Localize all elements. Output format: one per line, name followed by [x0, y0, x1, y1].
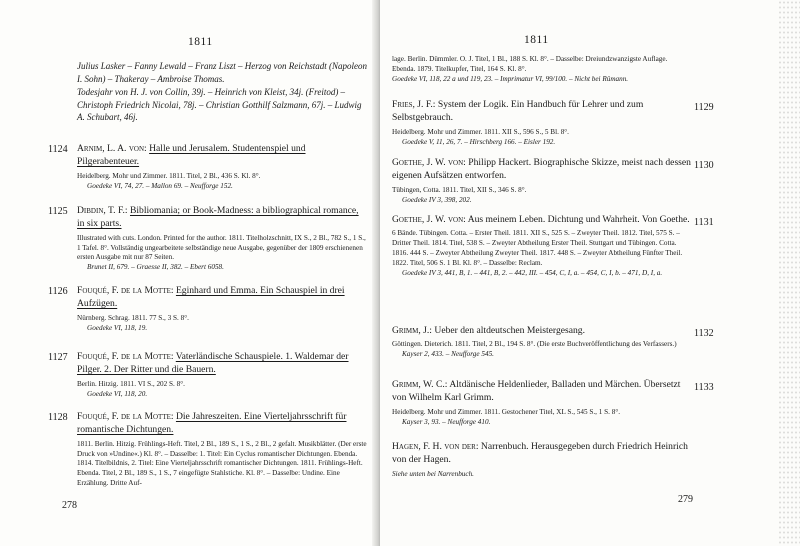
entry-1125 [77, 204, 367, 273]
entry-heading [77, 350, 367, 377]
entry-1132 [392, 324, 692, 360]
scan-edge-noise [778, 0, 800, 546]
entry-reference: Siehe unten bei Narrenbuch. [392, 469, 474, 478]
entry-author: Grimm, J.: [392, 325, 432, 336]
entry-number: 1131 [694, 217, 714, 228]
entry-title: Narrenbuch. Herausgegeben durch Friedrich Heinrich von der Hagen. [392, 441, 688, 466]
right-page-number: 279 [678, 494, 693, 505]
left-page-number: 278 [62, 500, 77, 511]
entry-imprint: Berlin. Hitzig. 1811. VI S., 202 S. 8°. [77, 379, 185, 388]
entry-number: 1132 [694, 328, 714, 339]
entry-1131 [392, 213, 692, 278]
entry-reference: Kayser 3, 93. – Neufforge 410. [402, 417, 491, 426]
right-page [380, 0, 800, 546]
entry-title: Bibliomania; or Book-Madness: a bibliographical romance, in six parts. [77, 205, 359, 230]
entry-reference: Goedeke V, 11, 26, 7. – Hirschberg 166. – Eisler 192. [402, 137, 556, 146]
entry-title: Ueber den altdeutschen Meistergesang. [434, 325, 585, 336]
entry-number: 1126 [48, 286, 68, 297]
entry-heading [392, 378, 692, 405]
entry-number: 1130 [694, 160, 714, 171]
entry-reference: Goedeke VI, 74, 27. – Mallon 69. – Neufforge 152. [87, 181, 233, 190]
continuation-births: Julius Lasker – Fanny Lewald – Franz Liszt – Herzog von Reichstadt (Napoleon I. Sohn) – Thakeray – Ambroise Thomas. [77, 61, 367, 84]
entry-number: 1124 [48, 144, 68, 155]
entry-imprint: Nürnberg. Schrag. 1811. 77 S., 3 S. 8°. [77, 313, 189, 322]
left-page [0, 0, 380, 546]
entry-1133 [392, 378, 692, 427]
entry-author: Dibdin, T. F.: [77, 205, 128, 216]
entry-author: Fouqué, F. de la Motte: [77, 351, 174, 362]
entry-heading [77, 204, 367, 231]
entry-author: Grimm, W. C.: [392, 379, 448, 390]
entry-author: Fouqué, F. de la Motte: [77, 411, 174, 422]
entry-title: Aus meinem Leben. Dichtung und Wahrheit. Von Goethe. [467, 214, 690, 225]
entry-heading [77, 284, 367, 311]
entry-author: Arnim, L. A. von: [77, 143, 147, 154]
right-running-head: 1811 [524, 34, 549, 46]
left-running-head: 1811 [188, 36, 213, 48]
entry-title: Eginhard und Emma. Ein Schauspiel in drei Aufzügen. [77, 285, 345, 310]
left-continuation [77, 60, 367, 124]
entry-heading [392, 156, 692, 183]
entry-number: 1133 [694, 382, 714, 393]
entry-heading [392, 440, 692, 467]
entry-heading [392, 98, 692, 125]
entry-author: Fries, J. F.: [392, 99, 436, 110]
entry-title: Vaterländische Schauspiele. 1. Waldemar der Pilger. 2. Der Ritter und die Bauern. [77, 351, 349, 376]
entry-imprint: 1811. Berlin. Hitzig. Frühlings-Heft. Titel, 2 Bl., 189 S., 1 S., 2 Bl., 2 gefalt. Musikblätter. (Der erste Druck von »Undine«.) Kl. 8°. – Dasselbe: 1. Titel: Ein Cyclus romantischer Dichtungen. Ebenda. 1814. Titelbildnis, 2. Titel: Eine Vierteljahrsschrift romantischer Dichtungen. 1811. Frühlings-Heft. Ebenda. Titel, 2 Bl., 189 S., 1 S., 7 eingefügte Stahlstiche. Kl. 8°. – Dasselbe: Undine. Eine Erzählung. Dritte Auf- [77, 439, 367, 487]
continuation-reference: Goedeke VI, 118, 22 a und 119, 23. – Imprimatur VI, 99/100. – Nicht bei Rümann. [392, 74, 629, 83]
entry-author: Goethe, J. W. von: [392, 157, 466, 168]
entry-heading [77, 142, 367, 169]
right-continuation [392, 55, 692, 84]
entry-1124 [77, 142, 367, 191]
entry-imprint: Illustrated with cuts. London. Printed for the author. 1811. Titelholzschnitt, IX S., 2 Bl., 782 S., 1 S., 1 Tafel. 8°. Vollständig ungearbeitete selbständige neue Ausgabe, gegenüber der 1809 erschienenen ersten Ausgabe mit nur 87 Seiten. [77, 233, 366, 262]
entry-reference: Goedeke VI, 118, 20. [87, 389, 148, 398]
continuation-deaths: Todesjahr von H. J. von Collin, 39j. – Heinrich von Kleist, 34j. (Freitod) – Christoph Friedrich Nicolai, 78j. – Christian Gotthilf Salzmann, 67j. – Ludwig A. Schubart, 46j. [77, 87, 362, 123]
entry-number: 1128 [48, 412, 68, 423]
entry-1129 [392, 98, 692, 147]
entry-1130 [392, 156, 692, 205]
entry-imprint: Heidelberg. Mohr und Zimmer. 1811. Gestochener Titel, XL S., 545 S., 1 S. 8°. [392, 407, 621, 416]
entry-1128 [77, 410, 367, 489]
entry-imprint: Heidelberg. Mohr und Zimmer. 1811. XII S., 596 S., 5 Bl. 8°. [392, 127, 569, 136]
entry-number: 1125 [48, 206, 68, 217]
entry-reference: Goedeke IV 3, 398, 202. [402, 195, 472, 204]
entry-number: 1127 [48, 352, 68, 363]
entry-title: Altdänische Heldenlieder, Balladen und Märchen. Übersetzt von Wilhelm Karl Grimm. [392, 379, 681, 404]
entry-1127 [77, 350, 367, 399]
entry-title: System der Logik. Ein Handbuch für Lehrer und zum Selbstgebrauch. [392, 99, 644, 124]
entry-imprint: Heidelberg. Mohr und Zimmer. 1811. Titel, 2 Bl., 436 S. Kl. 8°. [77, 171, 261, 180]
entry-heading [77, 410, 367, 437]
entry-title: Die Jahreszeiten. Eine Vierteljahrsschrift für romantische Dichtungen. [77, 411, 347, 436]
entry-reference: Kayser 2, 433. – Neufforge 545. [402, 350, 494, 359]
entry-heading [392, 213, 692, 226]
entry-reference: Goedeke IV 3, 441, B, 1. – 441, B, 2. – 442, III. – 454, C, I, a. – 454, C, I, b. – 471, D, I, a. [402, 268, 663, 277]
entry-imprint: Göttingen. Dieterich. 1811. Titel, 2 Bl., 194 S. 8°. (Die erste Buchveröffentlichung des Verfassers.) [392, 340, 677, 349]
entry-author: Goethe, J. W. von: [392, 214, 466, 225]
entry-title: Halle und Jerusalem. Studentenspiel und Pilgerabenteuer. [77, 143, 306, 168]
entry-number: 1129 [694, 102, 714, 113]
entry-author: Hagen, F. H. von der: [392, 441, 479, 452]
entry-imprint: 6 Bände. Tübingen. Cotta. – Erster Theil. 1811. XII S., 525 S. – Zweyter Theil. 1812. Titel, 575 S. – Dritter Theil. 1814. Titel, 538 S. – Zweyter Abtheilung Erster Theil. Stuttgart und Tübingen. Cotta. 1816. 444 S. – Zweyter Abtheilung Zweyter Theil. 1817. 448 S. – Zweyter Abtheilung Fünfter Theil. 1822. Titel, 506 S. 1 Bl. Kl. 8°. – Dasselbe: Reclam. [392, 229, 683, 267]
continuation-imprint: lage. Berlin. Dümmler. O. J. Titel, 1 Bl., 188 S. Kl. 8°. – Dasselbe: Dreiundzwanzigste Auflage. Ebenda. 1879. Titelkupfer, Titel, 164 S. Kl. 8°. [392, 55, 668, 73]
entry-imprint: Tübingen, Cotta. 1811. Titel, XII S., 346 S. 8°. [392, 185, 527, 194]
entry-1126 [77, 284, 367, 333]
entry-reference: Goedeke VI, 118, 19. [87, 323, 148, 332]
entry-reference: Brunet II, 679. – Graesse II, 382. – Ebert 6058. [87, 263, 224, 272]
entry-hagen [392, 440, 692, 480]
entry-author: Fouqué, F. de la Motte: [77, 285, 174, 296]
entry-title: Philipp Hackert. Biographische Skizze, meist nach dessen eigenen Aufsätzen entworfen. [392, 157, 691, 182]
entry-heading [392, 324, 692, 337]
